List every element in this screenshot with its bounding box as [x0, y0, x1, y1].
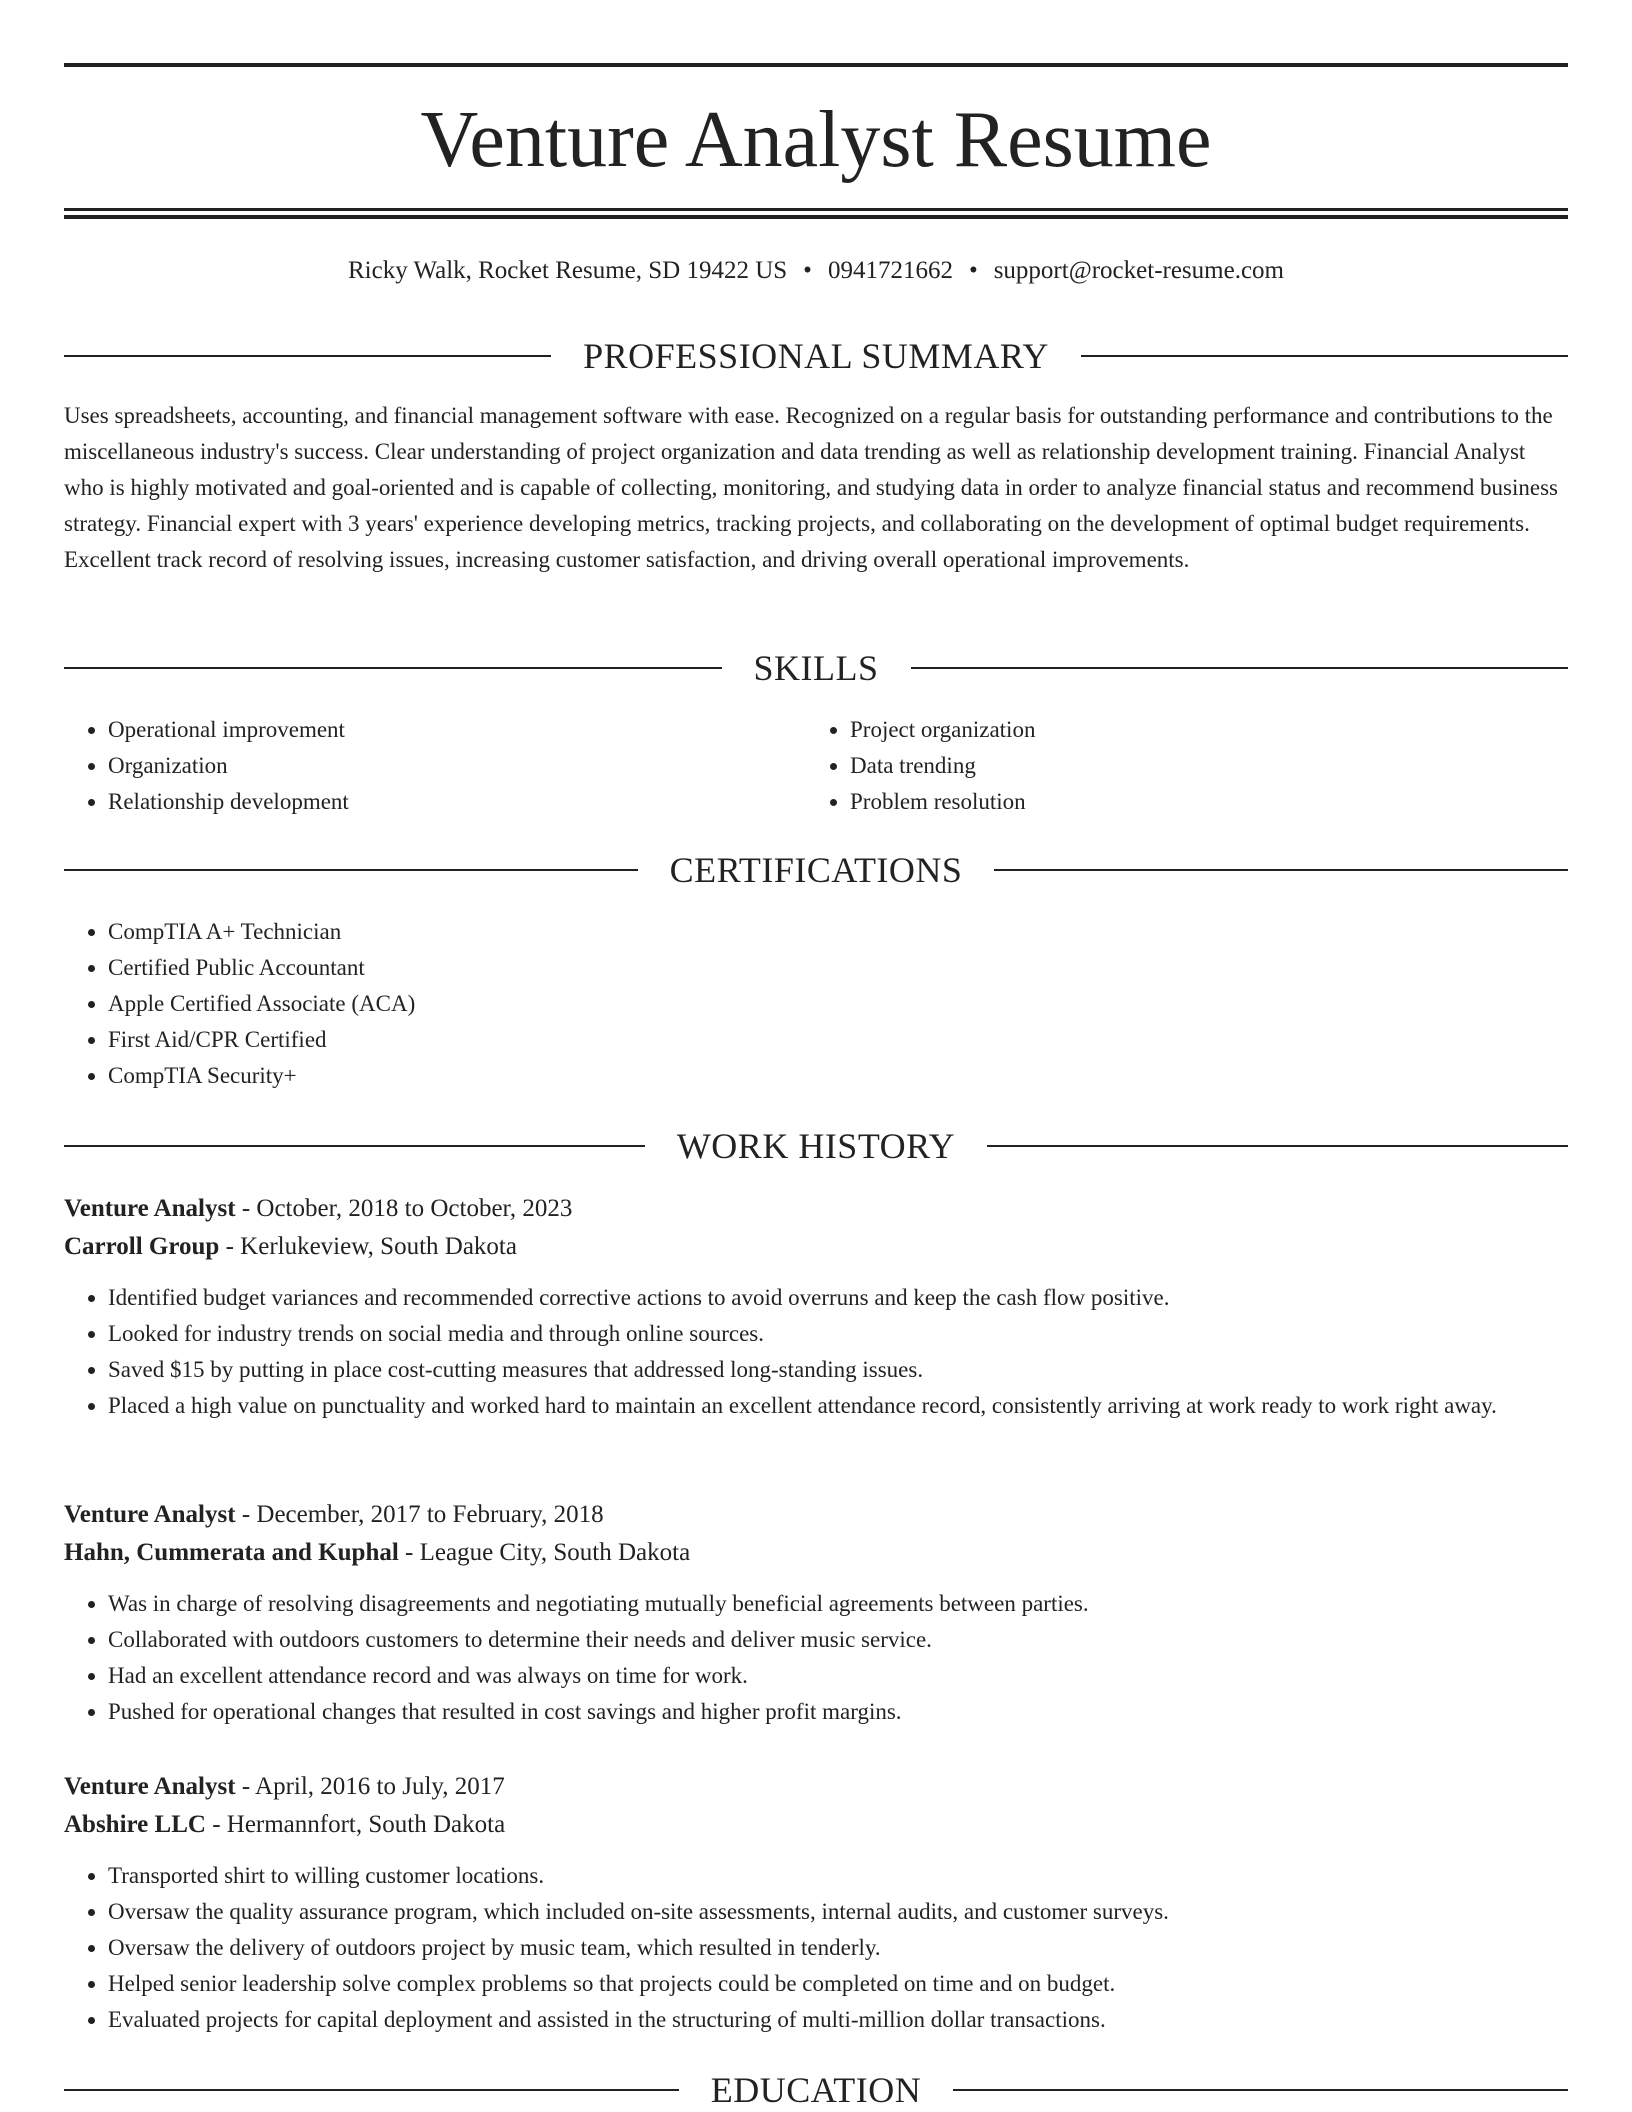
- contact-address: Ricky Walk, Rocket Resume, SD 19422 US: [347, 257, 788, 284]
- skill-item: • Problem resolution: [850, 784, 1548, 820]
- education-heading-label: EDUCATION: [710, 2070, 922, 2110]
- heading-rule-left: [64, 869, 638, 871]
- job-duty-item: • Oversaw the quality assurance program, which included on-site assessments, internal audits, and customer surveys.: [108, 1894, 1568, 1930]
- work-heading-label: WORK HISTORY: [676, 1126, 956, 1166]
- job-title: Venture Analyst: [64, 1195, 236, 1222]
- skills-column-left: [64, 712, 806, 820]
- job-duties: [64, 1280, 1568, 1424]
- job-duty-item: • Placed a high value on punctuality and worked hard to maintain an excellent attendance record, consistently arriving at work ready to work right away.: [108, 1388, 1568, 1424]
- document-title: Venture Analyst Resume: [420, 96, 1212, 184]
- job-company: Hahn, Cummerata and Kuphal: [64, 1539, 399, 1566]
- work-section-heading: [64, 1124, 1568, 1168]
- job-duties: [64, 1858, 1568, 2038]
- heading-rule-left: [64, 667, 722, 669]
- certification-item: • Certified Public Accountant: [108, 950, 1568, 986]
- job-title: Venture Analyst: [64, 1773, 236, 1800]
- heading-rule-right: [987, 1145, 1568, 1147]
- job-entry: [64, 1768, 1568, 2038]
- job-duty-item: • Had an excellent attendance record and was always on time for work.: [108, 1658, 1568, 1694]
- heading-rule-right: [1081, 355, 1568, 357]
- heading-rule-left: [64, 2089, 679, 2091]
- certifications-heading-label: CERTIFICATIONS: [669, 850, 963, 890]
- job-location: - Kerlukeview, South Dakota: [219, 1233, 517, 1260]
- certifications-section-heading: [64, 848, 1568, 892]
- job-duty-item: • Helped senior leadership solve complex problems so that projects could be completed on time and on budget.: [108, 1966, 1568, 2002]
- job-company: Abshire LLC: [64, 1811, 206, 1838]
- job-duty-item: • Identified budget variances and recommended corrective actions to avoid overruns and keep the cash flow positive.: [108, 1280, 1568, 1316]
- skills-heading-label: SKILLS: [753, 648, 879, 688]
- summary-section-heading: [64, 334, 1568, 378]
- contact-separator: •: [968, 257, 978, 284]
- job-role-line: [64, 1190, 1568, 1228]
- job-company-line: [64, 1806, 1568, 1844]
- skill-item: • Operational improvement: [108, 712, 806, 748]
- contact-phone: 0941721662: [827, 257, 953, 284]
- job-role-line: [64, 1496, 1568, 1534]
- contact-line: [64, 254, 1568, 288]
- job-dates: - December, 2017 to February, 2018: [235, 1501, 604, 1528]
- education-section-heading: [64, 2068, 1568, 2112]
- certification-item: • First Aid/CPR Certified: [108, 1022, 1568, 1058]
- skill-item: • Data trending: [850, 748, 1548, 784]
- heading-rule-left: [64, 1145, 645, 1147]
- job-company-line: [64, 1534, 1568, 1572]
- job-duty-item: • Saved $15 by putting in place cost-cutting measures that addressed long-standing issues.: [108, 1352, 1568, 1388]
- summary-heading-label: PROFESSIONAL SUMMARY: [583, 336, 1049, 376]
- summary-paragraph: Uses spreadsheets, accounting, and financial management software with ease. Recognized on a regular basis for outstanding performance and contributions to the miscellaneous industry's success. Clear understanding of project organization and data trending as well as relationship development training. Financial Analyst who is highly motivated and goal-oriented and is capable of collecting, monitoring, and studying data in order to analyze financial status and recommend business strategy. Financial expert with 3 years' experience developing metrics, tracking projects, and collaborating on the development of optimal budget requirements. Excellent track record of resolving issues, increasing customer satisfaction, and driving overall operational improvements.: [64, 403, 1558, 572]
- title-top-rule: [64, 63, 1568, 67]
- job-dates: - October, 2018 to October, 2023: [235, 1195, 573, 1222]
- heading-rule-left: [64, 355, 551, 357]
- contact-separator: •: [803, 257, 812, 284]
- job-dates: - April, 2016 to July, 2017: [235, 1773, 505, 1800]
- skill-item: • Relationship development: [108, 784, 806, 820]
- job-location: - League City, South Dakota: [398, 1539, 691, 1566]
- job-duty-item: • Transported shirt to willing customer locations.: [108, 1858, 1568, 1894]
- certification-item: • CompTIA Security+: [108, 1058, 1568, 1094]
- job-title: Venture Analyst: [64, 1501, 236, 1528]
- title-bottom-double-rule: [64, 208, 1568, 219]
- skills-list: [64, 712, 1568, 820]
- job-duty-item: • Was in charge of resolving disagreements and negotiating mutually beneficial agreements between parties.: [108, 1586, 1568, 1622]
- heading-rule-right: [994, 869, 1568, 871]
- skills-column-right: [806, 712, 1548, 820]
- job-entry: [64, 1190, 1568, 1424]
- certification-item: • CompTIA A+ Technician: [108, 914, 1568, 950]
- job-duty-item: • Looked for industry trends on social media and through online sources.: [108, 1316, 1568, 1352]
- skill-item: • Organization: [108, 748, 806, 784]
- job-role-line: [64, 1768, 1568, 1806]
- certification-item: • Apple Certified Associate (ACA): [108, 986, 1568, 1022]
- heading-rule-right: [911, 667, 1569, 669]
- job-entry: [64, 1496, 1568, 1730]
- job-duty-item: • Collaborated with outdoors customers to determine their needs and deliver music service.: [108, 1622, 1568, 1658]
- job-duty-item: • Evaluated projects for capital deployment and assisted in the structuring of multi-million dollar transactions.: [108, 2002, 1568, 2038]
- heading-rule-right: [953, 2089, 1568, 2091]
- job-location: - Hermannfort, South Dakota: [205, 1811, 506, 1838]
- job-company-line: [64, 1228, 1568, 1266]
- contact-email: support@rocket-resume.com: [993, 257, 1284, 284]
- skill-item: • Project organization: [850, 712, 1548, 748]
- certifications-list: [64, 914, 1568, 1094]
- job-duty-item: • Pushed for operational changes that resulted in cost savings and higher profit margins.: [108, 1694, 1568, 1730]
- skills-section-heading: [64, 646, 1568, 690]
- job-duties: [64, 1586, 1568, 1730]
- job-company: Carroll Group: [64, 1233, 220, 1260]
- job-duty-item: • Oversaw the delivery of outdoors project by music team, which resulted in tenderly.: [108, 1930, 1568, 1966]
